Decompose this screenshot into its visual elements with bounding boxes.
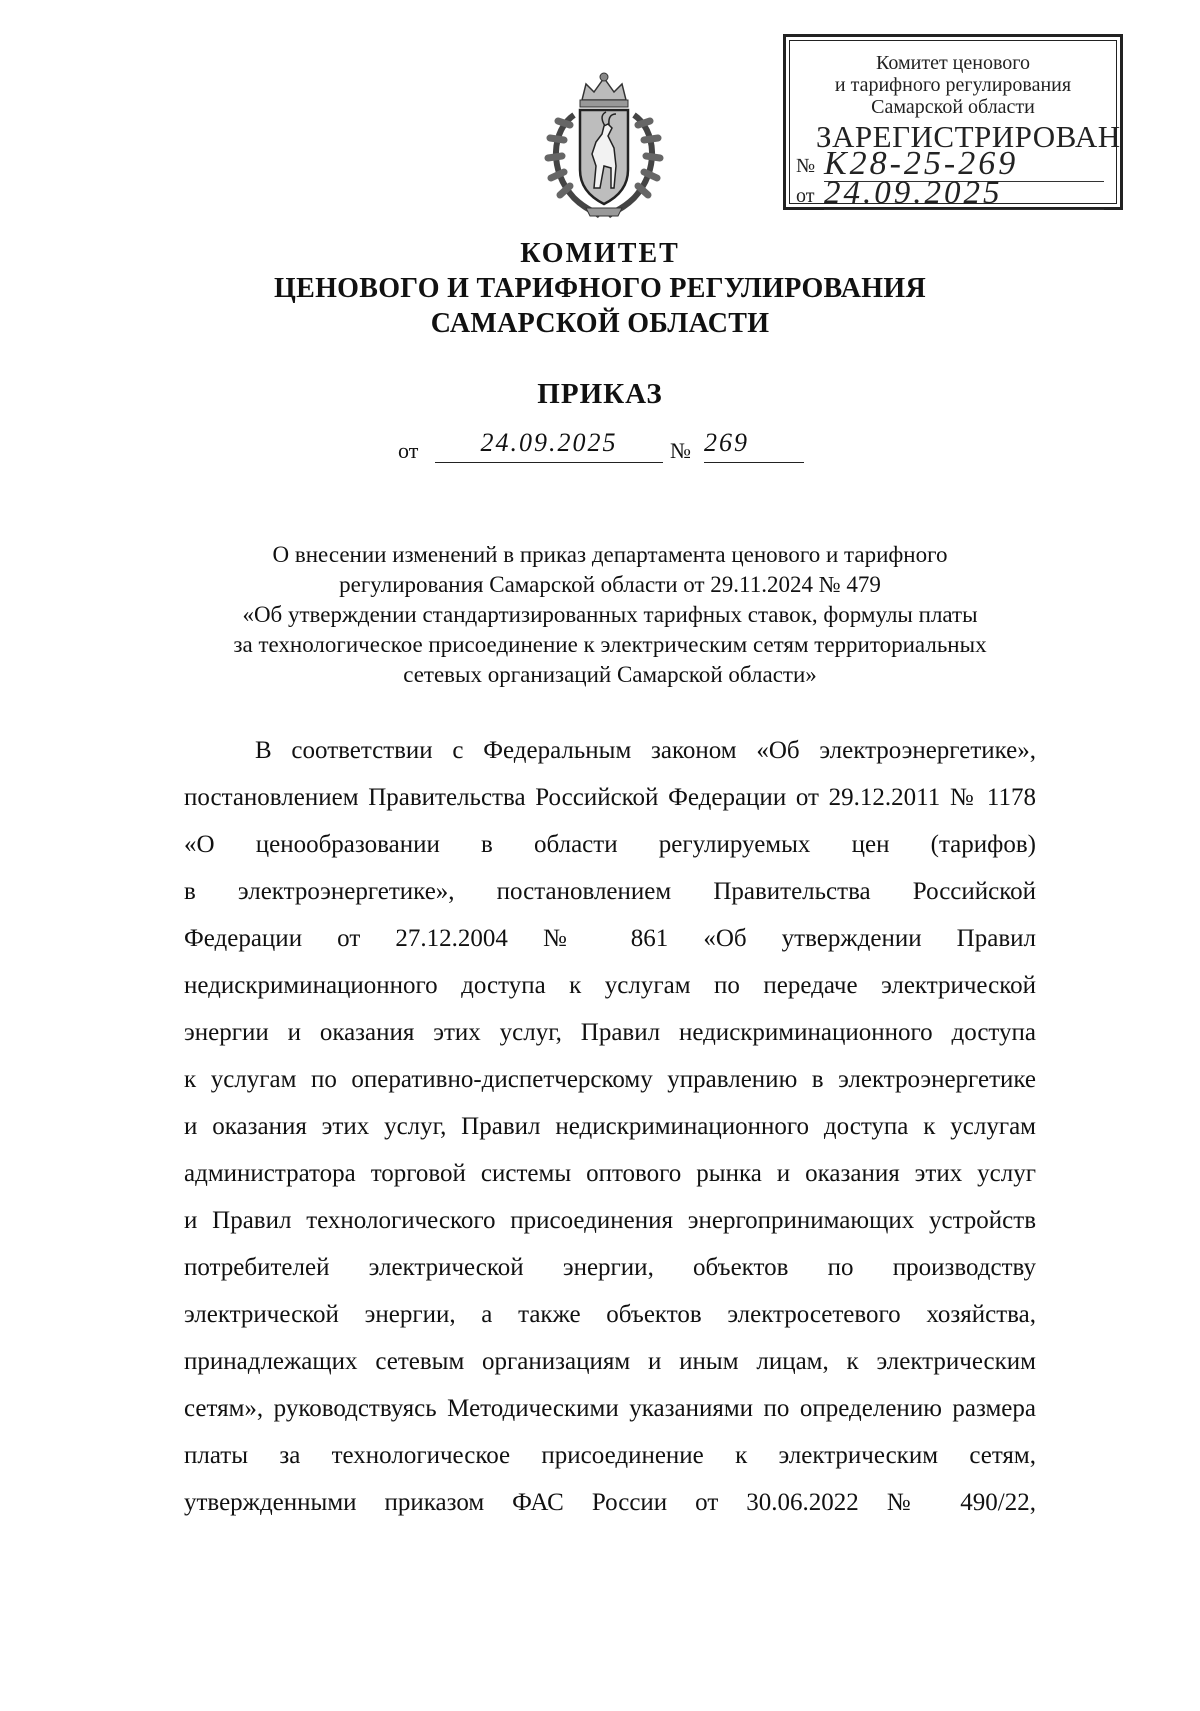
order-number-label: № (670, 438, 691, 463)
organization-name-line: КОМИТЕТ (520, 238, 680, 269)
stamp-number-label: № (796, 155, 816, 177)
body-line: платы за технологическое присоединение к электрическим сетям, (184, 1442, 1036, 1469)
body-line: утвержденными приказом ФАС России от 30.06.2022 № 490/22, (184, 1489, 1036, 1516)
order-number: 269 (704, 428, 804, 463)
order-date: 24.09.2025 (435, 428, 663, 463)
body-line: администратора торговой системы оптового рынка и оказания этих услуг (184, 1160, 1036, 1187)
body-line: электрической энергии, а также объектов электросетевого хозяйства, (184, 1301, 1036, 1328)
order-date-label: от (398, 438, 419, 463)
body-line: сетям», руководствуясь Методическими указаниями по определению размера (184, 1395, 1036, 1422)
body-line: «О ценообразовании в области регулируемых цен (тарифов) (184, 831, 1036, 858)
registration-stamp (783, 34, 1123, 210)
organization-name-line: САМАРСКОЙ ОБЛАСТИ (430, 308, 770, 339)
stamp-date: 24.09.2025 (824, 177, 1104, 210)
subject-line: «Об утверждении стандартизированных тарифных ставок, формулы платы (242, 602, 978, 627)
body-line: Федерации от 27.12.2004 № 861 «Об утверждении Правил (184, 925, 1036, 952)
document-title: ПРИКАЗ (537, 378, 663, 410)
stamp-date-label: от (796, 185, 815, 207)
subject-line: сетевых организаций Самарской области» (403, 662, 817, 687)
body-line: энергии и оказания этих услуг, Правил недискриминационного доступа (184, 1019, 1036, 1046)
body-line: недискриминационного доступа к услугам по передаче электрической (184, 972, 1036, 999)
coat-of-arms-emblem (534, 70, 674, 220)
subject-line: О внесении изменений в приказ департамента ценового и тарифного (272, 542, 948, 567)
stamp-line: и тарифного регулирования (834, 74, 1072, 96)
stamp-line: Самарской области (871, 96, 1035, 118)
body-line: в электроэнергетике», постановлением Правительства Российской (184, 878, 1036, 905)
body-line: принадлежащих сетевым организациям и иным лицам, к электрическим (184, 1348, 1036, 1375)
stamp-registered-label: ЗАРЕГИСТРИРОВАН (816, 119, 1121, 154)
subject-line: за технологическое присоединение к электрическим сетям территориальных (233, 632, 987, 657)
body-line: и Правил технологического присоединения энергопринимающих устройств (184, 1207, 1036, 1234)
document-body (184, 727, 1036, 1526)
organization-name-line: ЦЕНОВОГО И ТАРИФНОГО РЕГУЛИРОВАНИЯ (274, 273, 926, 304)
body-line: потребителей электрической энергии, объектов по производству (184, 1254, 1036, 1281)
document-subject (180, 540, 1040, 690)
subject-line: регулирования Самарской области от 29.11.2024 № 479 (339, 572, 881, 597)
body-line: В соответствии с Федеральным законом «Об электроэнергетике», (255, 737, 1036, 764)
stamp-line: Комитет ценового (876, 52, 1030, 74)
body-line: постановлением Правительства Российской Федерации от 29.12.2011 № 1178 (184, 784, 1036, 811)
body-line: к услугам по оперативно-диспетчерскому управлению в электроэнергетике (184, 1066, 1036, 1093)
stamp-number: К28-25-269 (824, 147, 1104, 182)
body-line: и оказания этих услуг, Правил недискриминационного доступа к услугам (184, 1113, 1036, 1140)
